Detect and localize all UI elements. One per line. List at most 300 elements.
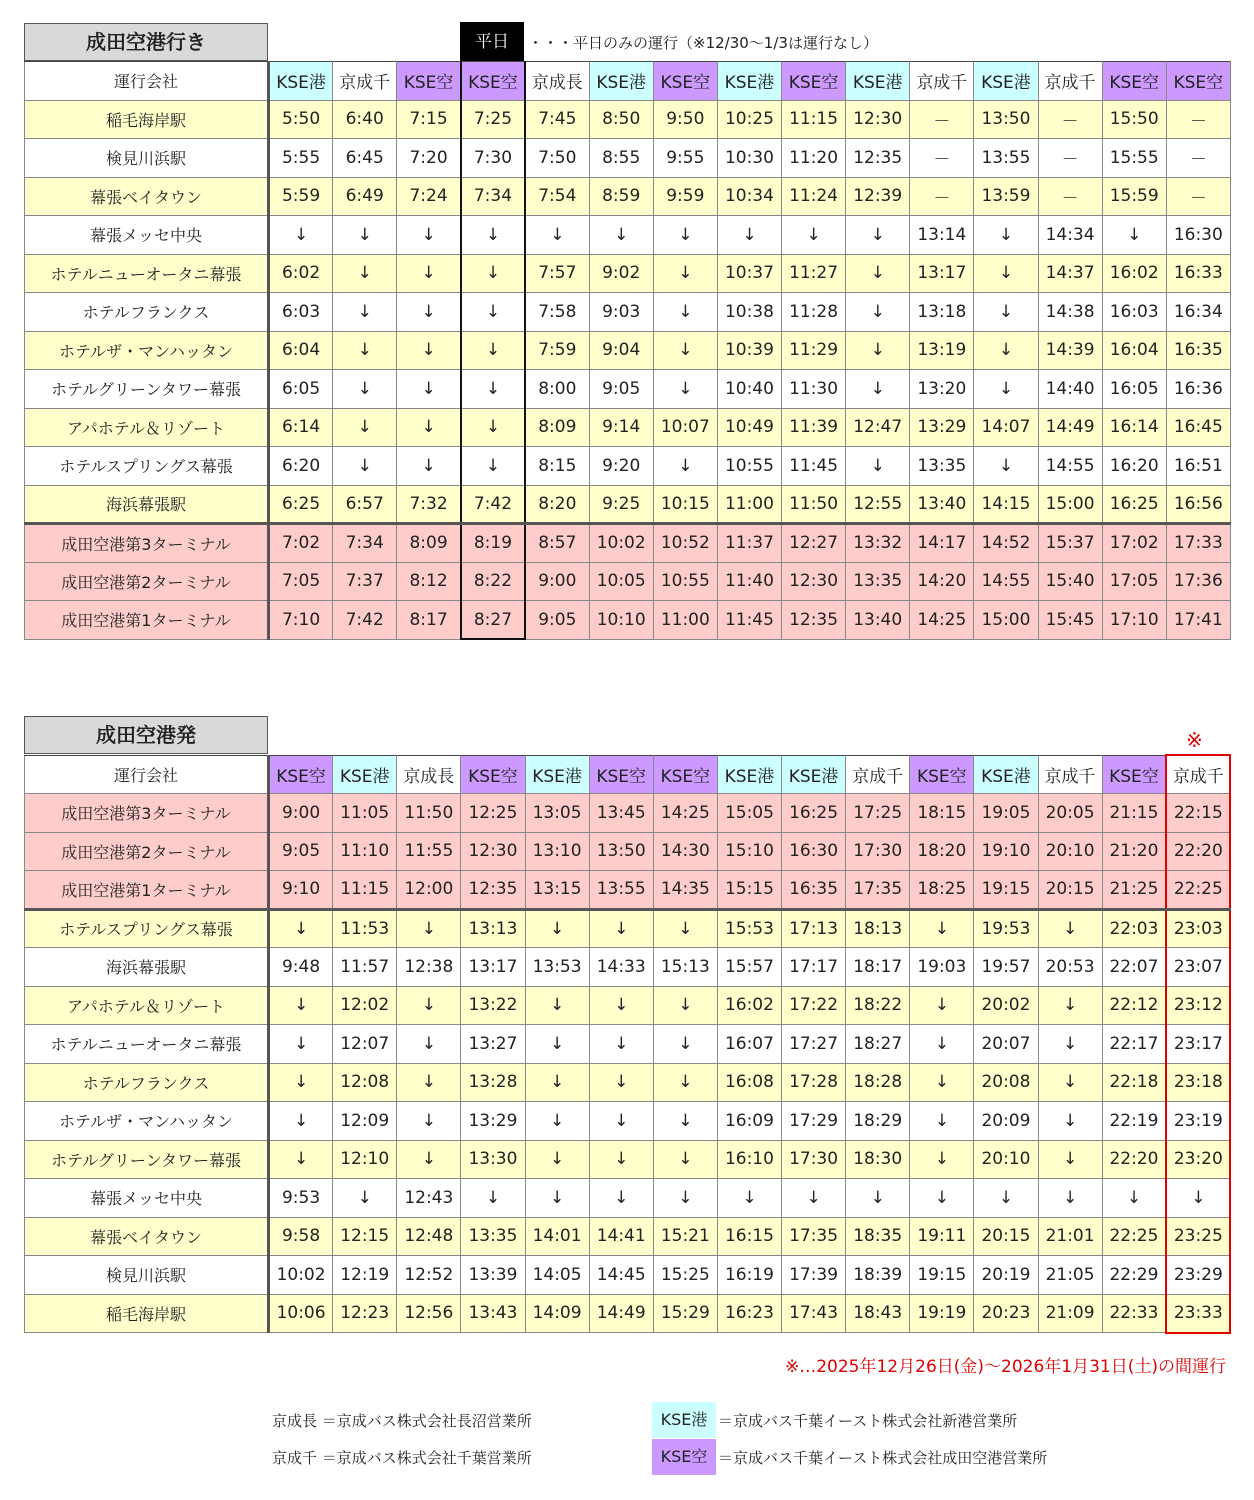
departure-time: ↓ <box>974 447 1038 486</box>
departure-time: 10:55 <box>653 562 717 601</box>
timetable-row <box>25 408 1231 447</box>
departure-time: 16:05 <box>1102 370 1166 409</box>
departure-time: 12:52 <box>397 1256 461 1295</box>
departure-time: 7:10 <box>269 601 333 640</box>
departure-time: 19:53 <box>974 909 1038 948</box>
departure-time: 23:25 <box>1166 1217 1230 1256</box>
departure-time: 17:05 <box>1102 562 1166 601</box>
departure-time: 7:32 <box>397 485 461 524</box>
departure-time: 11:10 <box>333 832 397 871</box>
operator-cell: KSE港 <box>846 62 910 101</box>
departure-time: 13:18 <box>910 293 974 332</box>
departure-time: 9:00 <box>525 562 589 601</box>
departure-time: 21:25 <box>1102 871 1166 910</box>
station-name: 成田空港第3ターミナル <box>25 524 269 563</box>
departure-time: 22:18 <box>1102 1063 1166 1102</box>
departure-time: 12:35 <box>846 139 910 178</box>
departure-time: 13:13 <box>461 909 525 948</box>
departure-time: 13:45 <box>589 794 653 833</box>
departure-time: 22:17 <box>1102 1025 1166 1064</box>
departure-time: 6:14 <box>269 408 333 447</box>
departure-time: ↓ <box>525 1179 589 1218</box>
departure-time: 7:50 <box>525 139 589 178</box>
departure-time: 20:09 <box>974 1102 1038 1141</box>
departure-time: ↓ <box>910 986 974 1025</box>
departure-time: 23:17 <box>1166 1025 1230 1064</box>
departure-time: 10:07 <box>653 408 717 447</box>
departure-time: 13:17 <box>461 948 525 987</box>
departure-time: 8:00 <box>525 370 589 409</box>
timetable-row <box>25 1256 1231 1295</box>
departure-time: 14:34 <box>1038 216 1102 255</box>
outbound-title: 成田空港行き <box>24 23 268 61</box>
departure-time: 10:34 <box>717 177 781 216</box>
departure-time: ↓ <box>397 370 461 409</box>
departure-time: 13:39 <box>461 1256 525 1295</box>
period-note: ※…2025年12月26日(金)～2026年1月31日(土)の間運行 <box>784 1357 1226 1377</box>
departure-time: 15:29 <box>653 1294 717 1333</box>
departure-time: ↓ <box>333 408 397 447</box>
departure-time: 21:20 <box>1102 832 1166 871</box>
departure-time: 9:04 <box>589 331 653 370</box>
departure-time: 16:10 <box>717 1140 781 1179</box>
departure-time: ↓ <box>846 254 910 293</box>
departure-time: ↓ <box>1102 216 1166 255</box>
departure-time: ↓ <box>397 1063 461 1102</box>
station-name: 検見川浜駅 <box>25 139 269 178</box>
departure-time: 6:05 <box>269 370 333 409</box>
station-name: ホテルスプリングス幕張 <box>25 447 269 486</box>
departure-time: 16:03 <box>1102 293 1166 332</box>
departure-time: 14:55 <box>974 562 1038 601</box>
departure-time: ↓ <box>782 216 846 255</box>
departure-time: 15:59 <box>1102 177 1166 216</box>
departure-time: 15:05 <box>717 794 781 833</box>
departure-time: 11:00 <box>717 485 781 524</box>
departure-time: 14:37 <box>1038 254 1102 293</box>
departure-time: 19:05 <box>974 794 1038 833</box>
operator-cell: KSE空 <box>1102 755 1166 794</box>
operator-cell: KSE空 <box>782 62 846 101</box>
departure-time: ↓ <box>589 1179 653 1218</box>
departure-time: 13:28 <box>461 1063 525 1102</box>
departure-time: ↓ <box>974 1179 1038 1218</box>
departure-time: 9:59 <box>653 177 717 216</box>
departure-time: 18:13 <box>846 909 910 948</box>
departure-time: 12:30 <box>846 100 910 139</box>
departure-time: ↓ <box>397 254 461 293</box>
departure-time: ↓ <box>269 216 333 255</box>
departure-time: 18:17 <box>846 948 910 987</box>
departure-time: ↓ <box>397 408 461 447</box>
departure-time: 15:00 <box>974 601 1038 640</box>
departure-time: 9:05 <box>589 370 653 409</box>
departure-time: ↓ <box>846 216 910 255</box>
departure-time: 7:42 <box>461 485 525 524</box>
departure-time: 21:01 <box>1038 1217 1102 1256</box>
departure-time: 19:19 <box>910 1294 974 1333</box>
operator-cell: 京成長 <box>397 755 461 794</box>
departure-time: 13:20 <box>910 370 974 409</box>
departure-time: 18:27 <box>846 1025 910 1064</box>
operator-cell: 京成長 <box>525 62 589 101</box>
departure-time: 13:27 <box>461 1025 525 1064</box>
departure-time: ↓ <box>461 216 525 255</box>
departure-time: 7:58 <box>525 293 589 332</box>
departure-time: 12:48 <box>397 1217 461 1256</box>
departure-time: 16:07 <box>717 1025 781 1064</box>
departure-time: 11:30 <box>782 370 846 409</box>
departure-time: 6:40 <box>333 100 397 139</box>
departure-time: 13:22 <box>461 986 525 1025</box>
station-name: 検見川浜駅 <box>25 1256 269 1295</box>
departure-time: 11:15 <box>782 100 846 139</box>
departure-time: ↓ <box>653 1025 717 1064</box>
departure-time: ↓ <box>653 1063 717 1102</box>
legend-keiseicho: 京成長 ＝京成バス株式会社長沼営業所 <box>272 1412 532 1430</box>
departure-time: 15:50 <box>1102 100 1166 139</box>
departure-time: 19:11 <box>910 1217 974 1256</box>
departure-time: 18:20 <box>910 832 974 871</box>
departure-time: 23:19 <box>1166 1102 1230 1141</box>
timetable-row <box>25 370 1231 409</box>
departure-time: 11:29 <box>782 331 846 370</box>
departure-time: 8:09 <box>397 524 461 563</box>
departure-time: 8:15 <box>525 447 589 486</box>
departure-time: 12:25 <box>461 794 525 833</box>
operator-cell: KSE港 <box>974 755 1038 794</box>
departure-time: ↓ <box>461 254 525 293</box>
departure-time: 17:29 <box>782 1102 846 1141</box>
departure-time: 9:02 <box>589 254 653 293</box>
departure-time: ↓ <box>1038 1063 1102 1102</box>
departure-time: 23:12 <box>1166 986 1230 1025</box>
departure-time: ↓ <box>589 1025 653 1064</box>
departure-time: 17:02 <box>1102 524 1166 563</box>
departure-time: 10:49 <box>717 408 781 447</box>
departure-time: 11:45 <box>717 601 781 640</box>
departure-time: 8:17 <box>397 601 461 640</box>
departure-time: 13:35 <box>910 447 974 486</box>
departure-time: ↓ <box>461 447 525 486</box>
station-name: 成田空港第1ターミナル <box>25 871 269 910</box>
departure-time: 17:25 <box>846 794 910 833</box>
departure-time: ↓ <box>269 1063 333 1102</box>
departure-time: ↓ <box>525 216 589 255</box>
departure-time: 7:34 <box>461 177 525 216</box>
departure-time: 17:36 <box>1166 562 1230 601</box>
departure-time: 7:02 <box>269 524 333 563</box>
departure-time: 11:15 <box>333 871 397 910</box>
departure-time: 10:52 <box>653 524 717 563</box>
departure-time: ↓ <box>333 254 397 293</box>
departure-time: 17:30 <box>846 832 910 871</box>
departure-time: ↓ <box>269 1102 333 1141</box>
departure-time: 6:57 <box>333 485 397 524</box>
departure-time: 12:35 <box>782 601 846 640</box>
departure-time: － <box>1038 177 1102 216</box>
departure-time: ↓ <box>910 909 974 948</box>
departure-time: 7:15 <box>397 100 461 139</box>
departure-time: 13:43 <box>461 1294 525 1333</box>
operator-cell: KSE港 <box>717 755 781 794</box>
inbound-title: 成田空港発 <box>24 716 268 754</box>
departure-time: － <box>910 177 974 216</box>
operator-cell: KSE空 <box>1102 62 1166 101</box>
departure-time: 20:10 <box>1038 832 1102 871</box>
timetable-row <box>25 1217 1231 1256</box>
departure-time: ↓ <box>846 331 910 370</box>
departure-time: 17:17 <box>782 948 846 987</box>
departure-time: 15:21 <box>653 1217 717 1256</box>
departure-time: 13:05 <box>525 794 589 833</box>
departure-time: 9:25 <box>589 485 653 524</box>
departure-time: ↓ <box>461 1179 525 1218</box>
departure-time: 12:56 <box>397 1294 461 1333</box>
departure-time: 8:22 <box>461 562 525 601</box>
departure-time: ↓ <box>653 986 717 1025</box>
departure-time: 9:53 <box>269 1179 333 1218</box>
station-name: 海浜幕張駅 <box>25 485 269 524</box>
departure-time: 14:33 <box>589 948 653 987</box>
departure-time: ↓ <box>653 909 717 948</box>
station-name: ホテルザ・マンハッタン <box>25 331 269 370</box>
departure-time: 8:09 <box>525 408 589 447</box>
departure-time: 11:05 <box>333 794 397 833</box>
timetable-row <box>25 447 1231 486</box>
departure-time: 12:07 <box>333 1025 397 1064</box>
departure-time: 11:53 <box>333 909 397 948</box>
departure-time: 23:18 <box>1166 1063 1230 1102</box>
departure-time: ↓ <box>461 293 525 332</box>
departure-time: 12:38 <box>397 948 461 987</box>
departure-time: 15:10 <box>717 832 781 871</box>
departure-time: 16:04 <box>1102 331 1166 370</box>
departure-time: 14:05 <box>525 1256 589 1295</box>
departure-time: ↓ <box>333 370 397 409</box>
departure-time: 11:24 <box>782 177 846 216</box>
departure-time: ↓ <box>974 293 1038 332</box>
departure-time: 12:27 <box>782 524 846 563</box>
departure-time: 16:15 <box>717 1217 781 1256</box>
departure-time: ↓ <box>910 1140 974 1179</box>
departure-time: 12:15 <box>333 1217 397 1256</box>
departure-time: 13:30 <box>461 1140 525 1179</box>
departure-time: 9:58 <box>269 1217 333 1256</box>
departure-time: － <box>1166 100 1230 139</box>
departure-time: 12:02 <box>333 986 397 1025</box>
departure-time: 13:15 <box>525 871 589 910</box>
departure-time: ↓ <box>653 254 717 293</box>
departure-time: 7:59 <box>525 331 589 370</box>
departure-time: ↓ <box>653 216 717 255</box>
departure-time: 16:19 <box>717 1256 781 1295</box>
departure-time: ↓ <box>910 1063 974 1102</box>
timetable-row <box>25 177 1231 216</box>
departure-time: 7:05 <box>269 562 333 601</box>
departure-time: 23:03 <box>1166 909 1230 948</box>
departure-time: 15:25 <box>653 1256 717 1295</box>
departure-time: 22:29 <box>1102 1256 1166 1295</box>
departure-time: 12:00 <box>397 871 461 910</box>
station-name: 稲毛海岸駅 <box>25 100 269 139</box>
station-name: 幕張メッセ中央 <box>25 1179 269 1218</box>
operator-cell: KSE港 <box>525 755 589 794</box>
departure-time: ↓ <box>397 986 461 1025</box>
departure-time: ↓ <box>461 370 525 409</box>
departure-time: 7:20 <box>397 139 461 178</box>
departure-time: 17:35 <box>782 1217 846 1256</box>
departure-time: 20:15 <box>974 1217 1038 1256</box>
departure-time: 6:03 <box>269 293 333 332</box>
timetable-row <box>25 909 1231 948</box>
station-name: 稲毛海岸駅 <box>25 1294 269 1333</box>
departure-time: 16:09 <box>717 1102 781 1141</box>
departure-time: 15:40 <box>1038 562 1102 601</box>
legend-kse-airport-text: ＝京成バス千葉イースト株式会社成田空港営業所 <box>718 1449 1048 1467</box>
departure-time: 12:47 <box>846 408 910 447</box>
operator-cell: 京成千 <box>846 755 910 794</box>
operator-header-label: 運行会社 <box>25 62 269 101</box>
departure-time: 8:19 <box>461 524 525 563</box>
timetable-row <box>25 871 1231 910</box>
departure-time: 15:15 <box>717 871 781 910</box>
departure-time: 10:39 <box>717 331 781 370</box>
station-name: 幕張ベイタウン <box>25 1217 269 1256</box>
operator-cell: KSE港 <box>333 755 397 794</box>
timetable-row <box>25 216 1231 255</box>
departure-time: 20:23 <box>974 1294 1038 1333</box>
timetable-row <box>25 1102 1231 1141</box>
station-name: ホテルザ・マンハッタン <box>25 1102 269 1141</box>
departure-time: ↓ <box>589 216 653 255</box>
departure-time: 22:12 <box>1102 986 1166 1025</box>
departure-time: 23:07 <box>1166 948 1230 987</box>
departure-time: 18:28 <box>846 1063 910 1102</box>
departure-time: 16:45 <box>1166 408 1230 447</box>
departure-time: 9:05 <box>269 832 333 871</box>
departure-time: 14:20 <box>910 562 974 601</box>
departure-time: 10:30 <box>717 139 781 178</box>
operator-cell: 京成千 <box>333 62 397 101</box>
departure-time: 10:38 <box>717 293 781 332</box>
outbound-timetable <box>24 61 1231 640</box>
departure-time: 20:53 <box>1038 948 1102 987</box>
departure-time: 21:15 <box>1102 794 1166 833</box>
departure-time: 12:19 <box>333 1256 397 1295</box>
departure-time: 9:55 <box>653 139 717 178</box>
departure-time: 17:30 <box>782 1140 846 1179</box>
station-name: ホテルニューオータニ幕張 <box>25 254 269 293</box>
departure-time: ↓ <box>974 216 1038 255</box>
departure-time: ↓ <box>269 986 333 1025</box>
departure-time: 16:02 <box>717 986 781 1025</box>
departure-time: 17:13 <box>782 909 846 948</box>
departure-time: 8:20 <box>525 485 589 524</box>
departure-time: 10:10 <box>589 601 653 640</box>
departure-time: 22:25 <box>1102 1217 1166 1256</box>
departure-time: 14:45 <box>589 1256 653 1295</box>
departure-time: 13:32 <box>846 524 910 563</box>
departure-time: 20:19 <box>974 1256 1038 1295</box>
departure-time: 13:35 <box>846 562 910 601</box>
departure-time: 19:10 <box>974 832 1038 871</box>
departure-time: ↓ <box>846 293 910 332</box>
timetable-row <box>25 1025 1231 1064</box>
departure-time: 8:27 <box>461 601 525 640</box>
timetable-row <box>25 562 1231 601</box>
departure-time: ↓ <box>653 293 717 332</box>
departure-time: ↓ <box>269 1025 333 1064</box>
departure-time: 15:57 <box>717 948 781 987</box>
departure-time: 14:38 <box>1038 293 1102 332</box>
departure-time: 11:50 <box>782 485 846 524</box>
station-name: ホテルグリーンタワー幕張 <box>25 1140 269 1179</box>
operator-cell: KSE空 <box>653 62 717 101</box>
departure-time: 18:39 <box>846 1256 910 1295</box>
station-name: アパホテル＆リゾート <box>25 986 269 1025</box>
departure-time: 22:15 <box>1166 794 1230 833</box>
timetable-row <box>25 832 1231 871</box>
departure-time: 6:02 <box>269 254 333 293</box>
departure-time: 13:35 <box>461 1217 525 1256</box>
departure-time: ↓ <box>653 1102 717 1141</box>
operator-cell: KSE空 <box>1166 62 1230 101</box>
special-mark: ※ <box>1186 728 1203 752</box>
departure-time: 14:25 <box>910 601 974 640</box>
departure-time: 18:35 <box>846 1217 910 1256</box>
departure-time: 8:59 <box>589 177 653 216</box>
operator-header-label: 運行会社 <box>25 755 269 794</box>
departure-time: ↓ <box>1038 1140 1102 1179</box>
departure-time: 9:50 <box>653 100 717 139</box>
departure-time: 19:15 <box>974 871 1038 910</box>
departure-time: ↓ <box>397 909 461 948</box>
station-name: 成田空港第2ターミナル <box>25 562 269 601</box>
departure-time: 15:00 <box>1038 485 1102 524</box>
departure-time: 14:52 <box>974 524 1038 563</box>
station-name: ホテルフランクス <box>25 293 269 332</box>
departure-time: 6:04 <box>269 331 333 370</box>
departure-time: ↓ <box>974 331 1038 370</box>
departure-time: ↓ <box>397 447 461 486</box>
departure-time: ↓ <box>589 909 653 948</box>
departure-time: ↓ <box>846 1179 910 1218</box>
departure-time: ↓ <box>525 1102 589 1141</box>
departure-time: 10:55 <box>717 447 781 486</box>
departure-time: 16:30 <box>1166 216 1230 255</box>
departure-time: ↓ <box>910 1179 974 1218</box>
operator-cell: KSE港 <box>589 62 653 101</box>
departure-time: 15:53 <box>717 909 781 948</box>
departure-time: 11:55 <box>397 832 461 871</box>
timetable-row <box>25 293 1231 332</box>
departure-time: ↓ <box>269 909 333 948</box>
departure-time: 14:15 <box>974 485 1038 524</box>
departure-time: 18:43 <box>846 1294 910 1333</box>
departure-time: 10:06 <box>269 1294 333 1333</box>
departure-time: 14:49 <box>589 1294 653 1333</box>
departure-time: ↓ <box>397 1102 461 1141</box>
departure-time: 14:25 <box>653 794 717 833</box>
operator-cell: KSE港 <box>782 755 846 794</box>
timetable-row <box>25 794 1231 833</box>
operator-cell: KSE港 <box>269 62 333 101</box>
departure-time: 16:02 <box>1102 254 1166 293</box>
departure-time: 7:37 <box>333 562 397 601</box>
departure-time: 22:33 <box>1102 1294 1166 1333</box>
departure-time: 8:57 <box>525 524 589 563</box>
